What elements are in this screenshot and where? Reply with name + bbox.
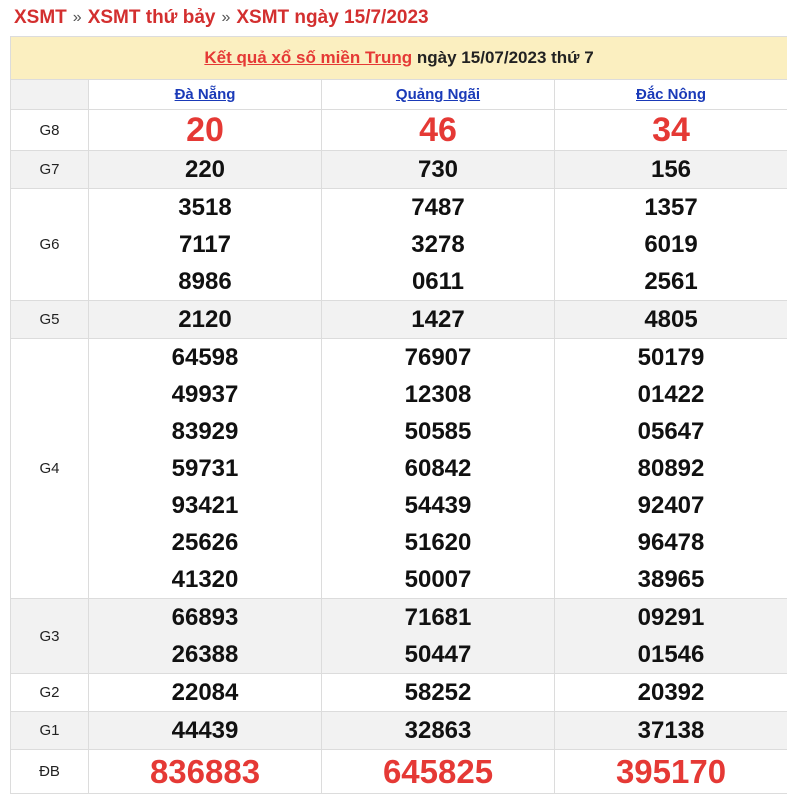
prize-value: 38965 bbox=[637, 566, 705, 593]
prize-value: 83929 bbox=[171, 418, 239, 445]
prize-value: 32863 bbox=[322, 712, 555, 750]
prize-value: 96478 bbox=[637, 529, 705, 556]
prize-value: 730 bbox=[322, 151, 555, 189]
results-title-link[interactable]: Kết quả xổ số miền Trung bbox=[204, 48, 413, 67]
breadcrumb-xsmt-date-link[interactable]: XSMT ngày 15/7/2023 bbox=[236, 7, 429, 28]
prize-value: 50007 bbox=[404, 566, 472, 593]
prize-row-g5 bbox=[11, 301, 787, 339]
prize-value: 7117 bbox=[178, 231, 232, 258]
prize-cell bbox=[322, 339, 555, 599]
prize-value: 92407 bbox=[637, 492, 705, 519]
prize-value: 49937 bbox=[171, 381, 239, 408]
prize-value: 3518 bbox=[178, 194, 232, 221]
prize-value: 37138 bbox=[555, 712, 787, 750]
prize-value: 0611 bbox=[411, 268, 465, 295]
prize-label: ĐB bbox=[11, 750, 89, 794]
prize-value: 26388 bbox=[171, 641, 239, 668]
prize-value: 93421 bbox=[171, 492, 239, 519]
prize-row-g4 bbox=[11, 339, 787, 599]
prize-value: 60842 bbox=[404, 455, 472, 482]
prize-cell bbox=[555, 189, 787, 301]
prize-value: 01422 bbox=[637, 381, 705, 408]
prize-value: 8986 bbox=[178, 268, 232, 295]
province-header bbox=[322, 80, 555, 110]
prize-value: 20392 bbox=[555, 674, 787, 712]
prize-value: 46 bbox=[322, 110, 555, 151]
prize-label: G7 bbox=[11, 151, 89, 189]
prize-value: 50179 bbox=[637, 344, 705, 371]
prize-cell bbox=[89, 189, 322, 301]
prize-value: 50585 bbox=[404, 418, 472, 445]
prize-value: 1427 bbox=[322, 301, 555, 339]
province-link-da-nang[interactable]: Đà Nẵng bbox=[174, 86, 236, 103]
prize-value: 2561 bbox=[644, 268, 698, 295]
prize-cell bbox=[322, 189, 555, 301]
prize-value: 44439 bbox=[89, 712, 322, 750]
prize-value: 59731 bbox=[171, 455, 239, 482]
breadcrumb-separator: » bbox=[221, 9, 231, 26]
prize-label: G6 bbox=[11, 189, 89, 301]
prize-cell bbox=[555, 339, 787, 599]
breadcrumb bbox=[0, 0, 787, 36]
results-table bbox=[10, 36, 787, 794]
prize-label: G8 bbox=[11, 110, 89, 151]
prize-value: 3278 bbox=[411, 231, 465, 258]
prize-row-g2 bbox=[11, 674, 787, 712]
prize-row-g6 bbox=[11, 189, 787, 301]
prize-value: 54439 bbox=[404, 492, 472, 519]
prize-value: 50447 bbox=[404, 641, 472, 668]
prize-value: 7487 bbox=[411, 194, 465, 221]
breadcrumb-separator: » bbox=[72, 9, 82, 26]
special-prize-value: 645825 bbox=[322, 750, 555, 794]
prize-value: 66893 bbox=[171, 604, 239, 631]
prize-row-g7 bbox=[11, 151, 787, 189]
province-header bbox=[555, 80, 787, 110]
prize-value: 34 bbox=[555, 110, 787, 151]
province-link-quang-ngai[interactable]: Quảng Ngãi bbox=[395, 86, 481, 103]
prize-cell bbox=[322, 599, 555, 674]
special-prize-value: 395170 bbox=[555, 750, 787, 794]
prize-cell bbox=[89, 599, 322, 674]
special-prize-value: 836883 bbox=[89, 750, 322, 794]
prize-value: 01546 bbox=[637, 641, 705, 668]
prize-value: 4805 bbox=[555, 301, 787, 339]
province-header bbox=[89, 80, 322, 110]
prize-value: 6019 bbox=[644, 231, 698, 258]
prize-value: 64598 bbox=[171, 344, 239, 371]
prize-row-g8 bbox=[11, 110, 787, 151]
prize-row-g1 bbox=[11, 712, 787, 750]
prize-value: 12308 bbox=[404, 381, 472, 408]
prize-row-g3 bbox=[11, 599, 787, 674]
prize-value: 156 bbox=[555, 151, 787, 189]
prize-value: 220 bbox=[89, 151, 322, 189]
results-title-date: ngày 15/07/2023 thứ 7 bbox=[412, 48, 594, 67]
results-title bbox=[11, 37, 787, 80]
prize-value: 22084 bbox=[89, 674, 322, 712]
prize-value: 76907 bbox=[404, 344, 472, 371]
prize-value: 41320 bbox=[171, 566, 239, 593]
prize-label: G1 bbox=[11, 712, 89, 750]
prize-row-db bbox=[11, 750, 787, 794]
prize-label: G3 bbox=[11, 599, 89, 674]
corner-cell bbox=[11, 80, 89, 110]
prize-label: G4 bbox=[11, 339, 89, 599]
prize-value: 80892 bbox=[637, 455, 705, 482]
province-link-dac-nong[interactable]: Đắc Nông bbox=[636, 86, 707, 103]
prize-value: 58252 bbox=[322, 674, 555, 712]
prize-value: 25626 bbox=[171, 529, 239, 556]
prize-label: G2 bbox=[11, 674, 89, 712]
prize-value: 09291 bbox=[637, 604, 705, 631]
prize-cell bbox=[555, 599, 787, 674]
prize-cell bbox=[89, 339, 322, 599]
prize-value: 51620 bbox=[404, 529, 472, 556]
breadcrumb-xsmt-link[interactable]: XSMT bbox=[14, 7, 67, 28]
prize-value: 05647 bbox=[637, 418, 705, 445]
prize-value: 2120 bbox=[89, 301, 322, 339]
prize-value: 71681 bbox=[404, 604, 472, 631]
prize-value: 1357 bbox=[644, 194, 698, 221]
prize-value: 20 bbox=[89, 110, 322, 151]
breadcrumb-xsmt-saturday-link[interactable]: XSMT thứ bảy bbox=[87, 7, 216, 28]
prize-label: G5 bbox=[11, 301, 89, 339]
